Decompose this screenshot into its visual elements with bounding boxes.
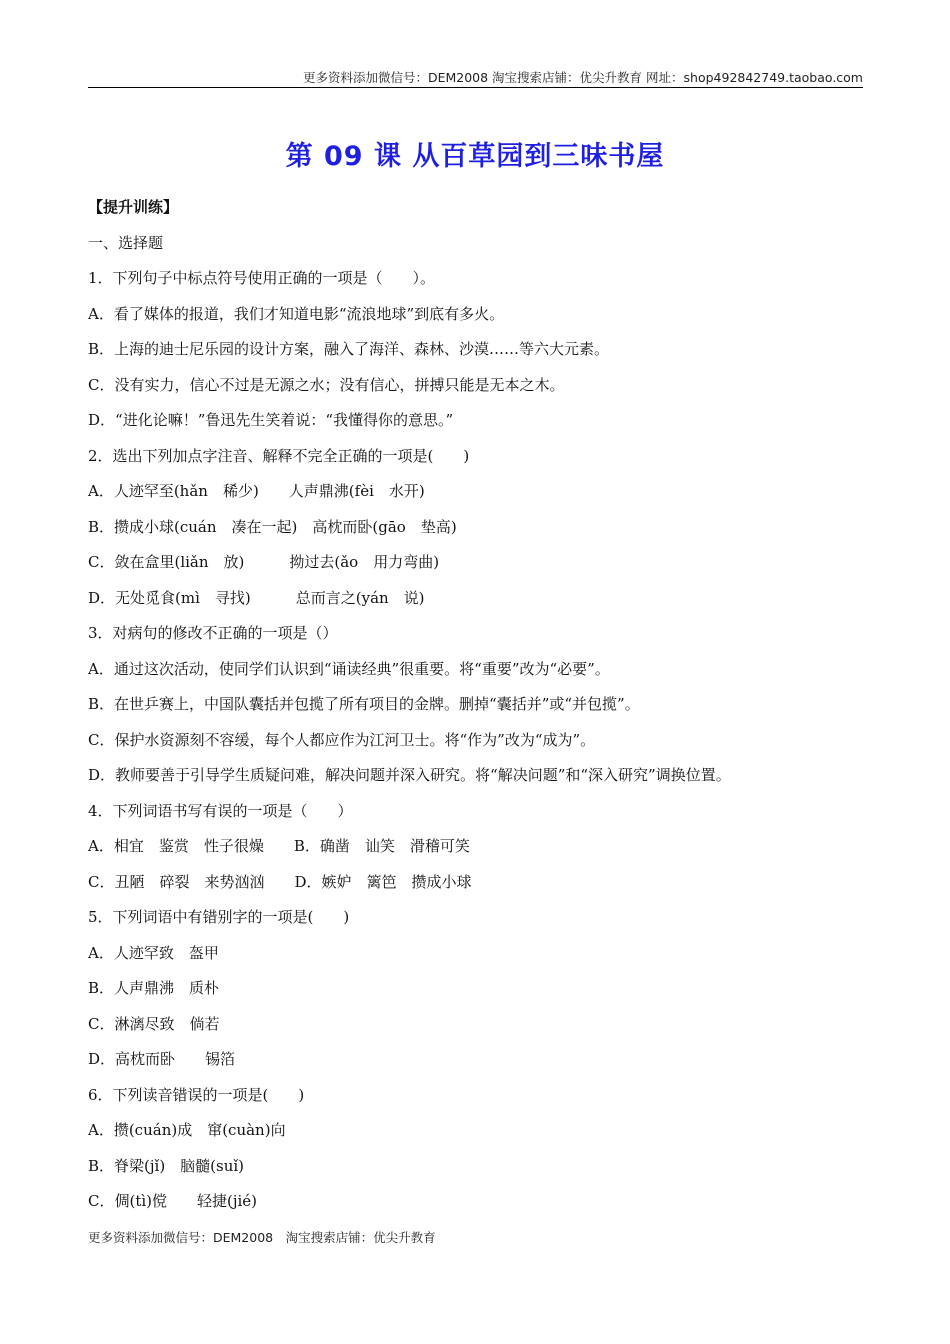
option-line: D．无处觅食(mì 寻找) 总而言之(yán 说) bbox=[88, 588, 425, 607]
option-line: C．没有实力，信心不过是无源之水；没有信心，拼搏只能是无本之木。 bbox=[88, 375, 565, 394]
document-body bbox=[88, 190, 868, 1220]
option-line: D．高枕而卧 锡箔 bbox=[88, 1050, 236, 1068]
option-line: C．敛在盒里(liǎn 放) 拗过去(ǎo 用力弯曲) bbox=[88, 553, 440, 571]
option-line: B．上海的迪士尼乐园的设计方案，融入了海洋、森林、沙漠……等六大元素。 bbox=[88, 340, 610, 358]
option-line: B．脊梁(jǐ) 脑髓(suǐ) bbox=[88, 1156, 245, 1175]
option-line: A．相宜 鉴赏 性子很燥 B．确凿 讪笑 滑稽可笑 bbox=[88, 837, 470, 855]
section-heading: 【提升训练】 bbox=[88, 198, 179, 216]
option-line: C．保护水资源刻不容缓，每个人都应作为江河卫士。将“作为”改为“成为”。 bbox=[88, 730, 596, 749]
question-2: 2．选出下列加点字注音、解释不完全正确的一项是( ) bbox=[88, 446, 470, 465]
section-subheading: 一、选择题 bbox=[88, 233, 164, 252]
option-line: A．人迹罕致 盔甲 bbox=[88, 943, 219, 962]
question-3: 3．对病句的修改不正确的一项是（） bbox=[88, 624, 338, 642]
option-line: D．“进化论嘛！”鲁迅先生笑着说：“我懂得你的意思。” bbox=[88, 411, 454, 429]
option-line: B．攒成小球(cuán 凑在一起) 高枕而卧(gāo 垫高) bbox=[88, 517, 457, 536]
question-5: 5．下列词语中有错别字的一项是( ) bbox=[88, 908, 350, 926]
question-1: 1．下列句子中标点符号使用正确的一项是（ ）。 bbox=[88, 269, 436, 287]
option-line: A．看了媒体的报道，我们才知道电影“流浪地球”到底有多火。 bbox=[88, 304, 505, 323]
option-line: A．人迹罕至(hǎn 稀少) 人声鼎沸(fèi 水开) bbox=[88, 482, 425, 500]
option-line: D．教师要善于引导学生质疑问难，解决问题并深入研究。将“解决问题”和“深入研究”调换位置。 bbox=[88, 766, 731, 784]
page-footer: 更多资料添加微信号：DEM2008 淘宝搜索店铺：优尖升教育 bbox=[88, 1230, 436, 1245]
question-4: 4．下列词语书写有误的一项是（ ） bbox=[88, 801, 353, 820]
option-line: A．攒(cuán)成 窜(cuàn)向 bbox=[88, 1121, 286, 1139]
option-line: A．通过这次活动，使同学们认识到“诵读经典”很重要。将“重要”改为“必要”。 bbox=[88, 659, 610, 678]
page-title: 第 09 课 从百草园到三味书屋 bbox=[285, 141, 665, 172]
option-line: C．淋漓尽致 倘若 bbox=[88, 1014, 220, 1033]
option-line: C．丑陋 碎裂 来势汹汹 D．嫉妒 篱笆 攒成小球 bbox=[88, 872, 472, 891]
header-rule bbox=[88, 87, 863, 88]
option-line: B．在世乒赛上，中国队囊括并包揽了所有项目的金牌。删掉“囊括并”或“并包揽”。 bbox=[88, 695, 640, 713]
page-header: 更多资料添加微信号：DEM2008 淘宝搜索店铺：优尖升教育 网址：shop492842749.taobao.com bbox=[302, 70, 863, 85]
option-line: C．倜(tì)傥 轻捷(jié) bbox=[88, 1192, 258, 1210]
option-line: B．人声鼎沸 质朴 bbox=[88, 979, 220, 997]
question-6: 6．下列读音错误的一项是( ) bbox=[88, 1085, 305, 1104]
